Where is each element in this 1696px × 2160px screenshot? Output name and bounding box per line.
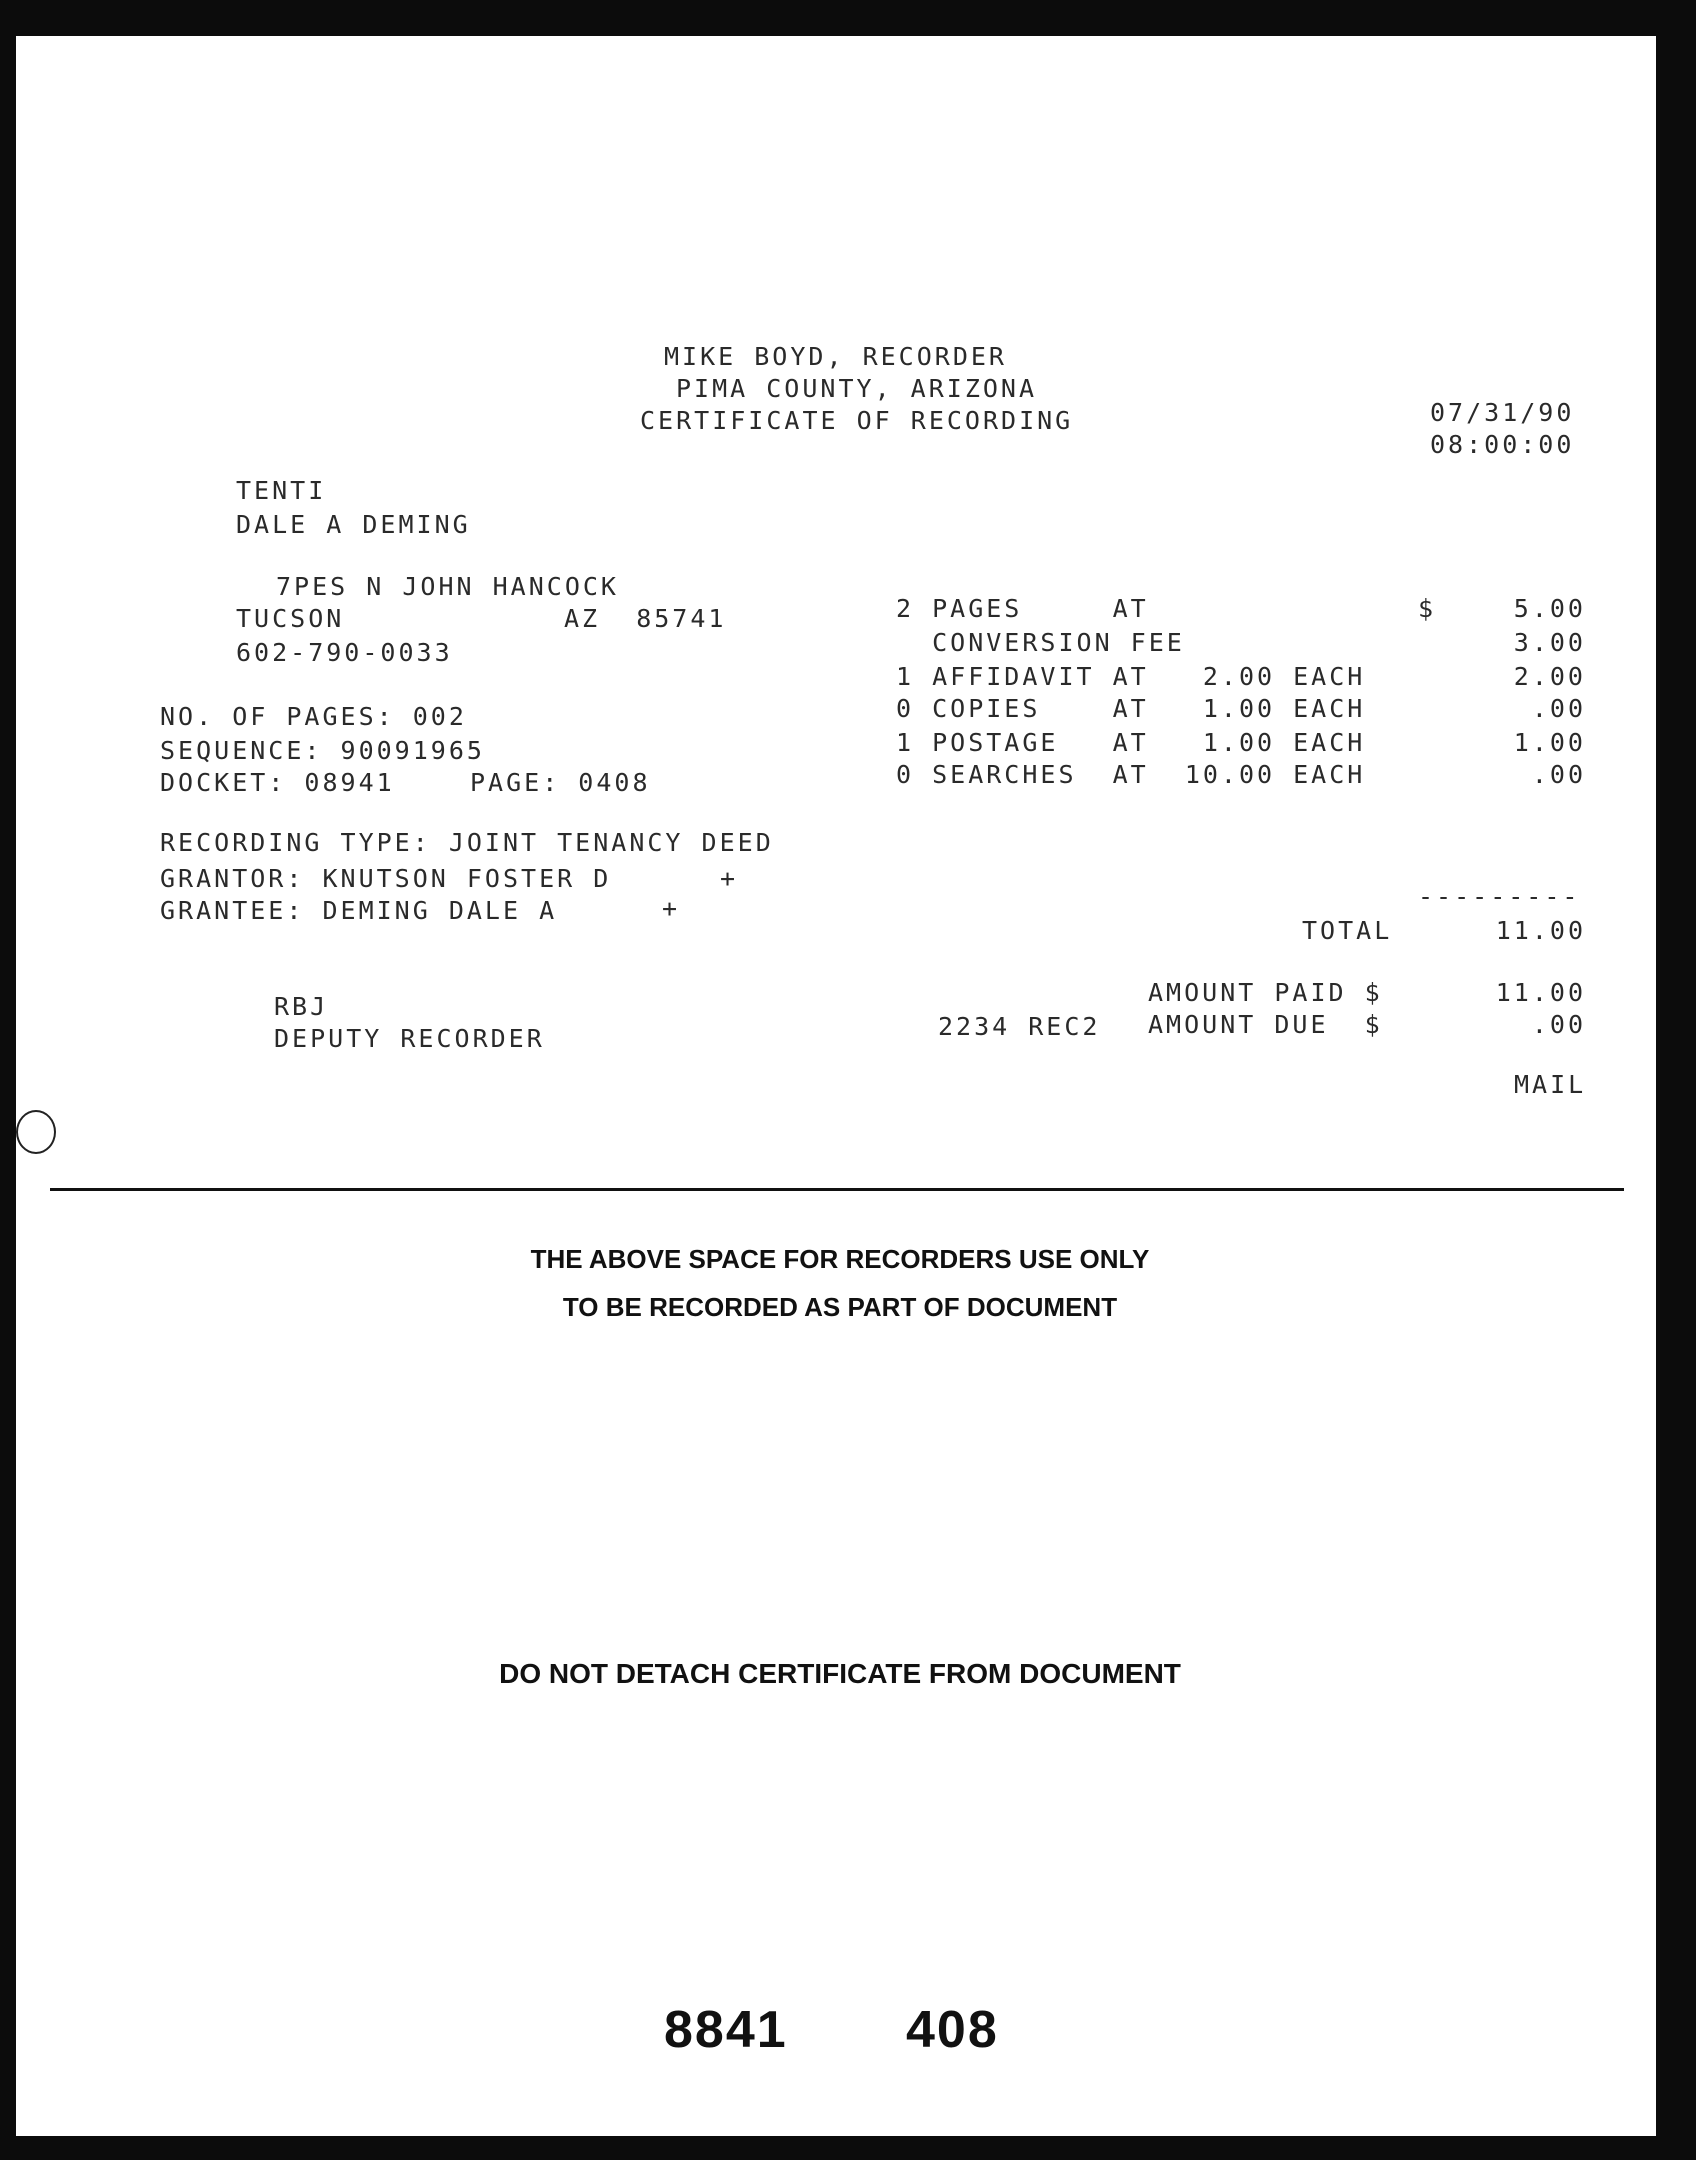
page-number: PAGE: 0408 [470, 768, 651, 797]
delivery-method: MAIL [1514, 1070, 1587, 1099]
amount-paid: 11.00 [1495, 978, 1586, 1007]
recipient-line1: TENTI [236, 476, 327, 505]
station-code: 2234 REC2 [938, 1012, 1101, 1041]
fee-row: 0 SEARCHES AT 10.00 EACH [896, 760, 1366, 789]
fee-amount: 2.00 [1513, 662, 1586, 691]
recipient-phone: 602-790-0033 [236, 638, 453, 667]
stamp-page-number: 408 [906, 2001, 999, 2059]
amount-paid-label: AMOUNT PAID $ [1148, 978, 1383, 1007]
grantee: GRANTEE: DEMING DALE A [160, 896, 558, 925]
grantee-marker: + [662, 894, 681, 923]
county-name: PIMA COUNTY, ARIZONA [676, 374, 1038, 403]
record-date: 07/31/90 [1430, 398, 1575, 427]
punch-hole [16, 1110, 56, 1154]
do-not-detach-notice: DO NOT DETACH CERTIFICATE FROM DOCUMENT [499, 1658, 1181, 1689]
record-as-part-notice: TO BE RECORDED AS PART OF DOCUMENT [562, 1292, 1118, 1322]
stamp-docket-number: 8841 [664, 2001, 788, 2059]
fee-amount: 1.00 [1513, 728, 1586, 757]
fee-row: 1 POSTAGE AT 1.00 EACH [896, 728, 1366, 757]
amount-due-label: AMOUNT DUE $ [1148, 1010, 1383, 1039]
recorder-name: MIKE BOYD, RECORDER [664, 342, 1007, 371]
total-amount: 11.00 [1495, 916, 1586, 945]
sequence-number: SEQUENCE: 90091965 [160, 736, 485, 765]
total-label: TOTAL [1302, 916, 1393, 945]
recipient-city: TUCSON [236, 604, 345, 633]
grantor-marker: + [720, 864, 739, 893]
recipient-name: DALE A DEMING [236, 510, 471, 539]
deputy-initials: RBJ [274, 992, 329, 1021]
recipient-address: 7PES N JOHN HANCOCK [276, 572, 619, 601]
fee-dollar-sign: $ [1418, 594, 1437, 623]
fee-row: 1 AFFIDAVIT AT 2.00 EACH [896, 662, 1366, 691]
record-time: 08:00:00 [1430, 430, 1575, 459]
number-of-pages: NO. OF PAGES: 002 [160, 702, 467, 731]
fee-row: 2 PAGES AT [896, 594, 1149, 623]
total-separator: --------- [1418, 882, 1581, 911]
recorder-use-divider [50, 1188, 1624, 1191]
recipient-state-zip: AZ 85741 [564, 604, 727, 633]
recorders-use-notice: THE ABOVE SPACE FOR RECORDERS USE ONLY [530, 1244, 1150, 1274]
fee-amount: .00 [1531, 760, 1586, 789]
fee-row: 0 COPIES AT 1.00 EACH [896, 694, 1366, 723]
fee-amount: 3.00 [1513, 628, 1586, 657]
fee-amount: 5.00 [1513, 594, 1586, 623]
docket-number: DOCKET: 08941 [160, 768, 395, 797]
amount-due: .00 [1531, 1010, 1586, 1039]
grantor: GRANTOR: KNUTSON FOSTER D [160, 864, 612, 893]
certificate-title: CERTIFICATE OF RECORDING [640, 406, 1074, 435]
recording-type: RECORDING TYPE: JOINT TENANCY DEED [160, 828, 774, 857]
fee-amount: .00 [1531, 694, 1586, 723]
deputy-title: DEPUTY RECORDER [274, 1024, 545, 1053]
fee-row: CONVERSION FEE [896, 628, 1185, 657]
